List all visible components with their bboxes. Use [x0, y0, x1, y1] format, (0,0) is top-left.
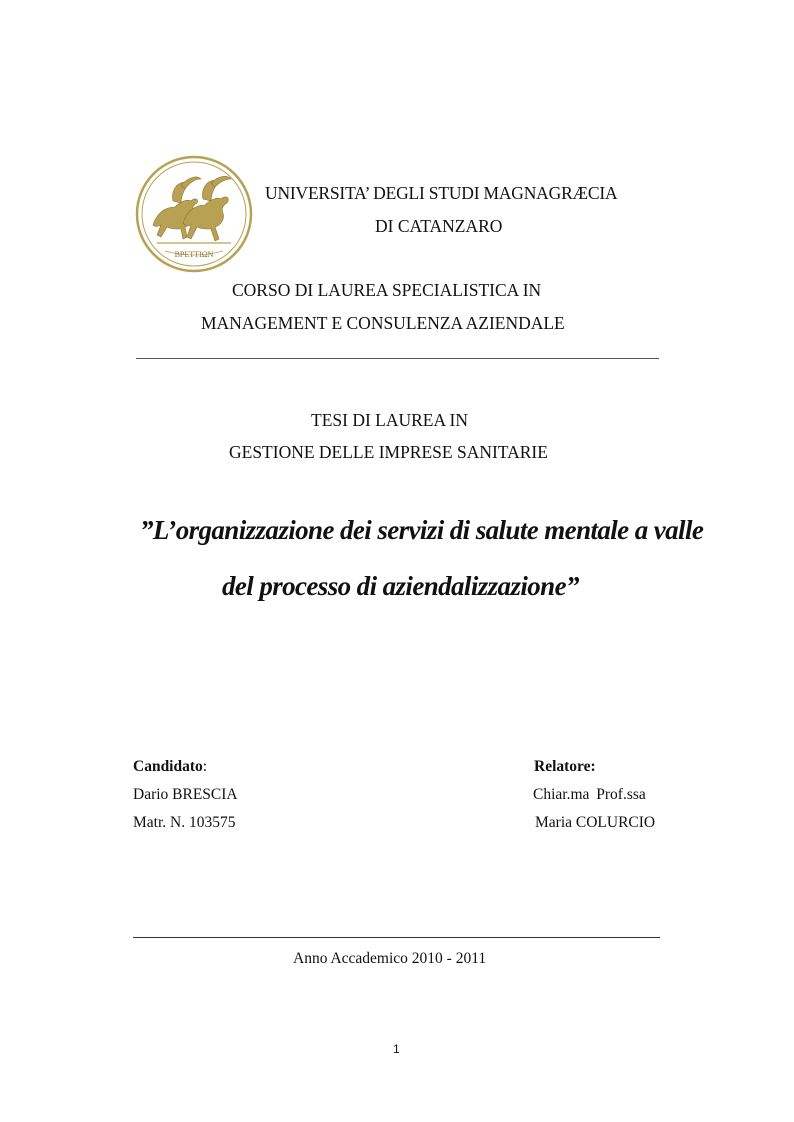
course-line-1: CORSO DI LAUREA SPECIALISTICA IN: [232, 280, 542, 300]
supervisor-title: Chiar.ma Prof.ssa: [533, 786, 646, 803]
thesis-subject: GESTIONE DELLE IMPRESE SANITARIE: [229, 442, 548, 462]
academic-year: Anno Accademico 2010 - 2011: [293, 950, 487, 967]
candidate-label: [133, 758, 207, 776]
university-seal-logo: [135, 155, 253, 273]
supervisor-name: Maria COLURCIO: [535, 814, 656, 831]
candidate-label-text: Candidato: [133, 758, 203, 775]
university-name: UNIVERSITA’ DEGLI STUDI MAGNAGRÆCIA: [265, 183, 618, 203]
candidate-label-colon: :: [202, 758, 208, 775]
university-city: DI CATANZARO: [375, 216, 503, 236]
candidate-name: Dario BRESCIA: [133, 786, 238, 803]
footer-divider: [133, 937, 660, 938]
course-line-2: MANAGEMENT E CONSULENZA AZIENDALE: [201, 313, 565, 333]
thesis-line-1: TESI DI LAUREA IN: [311, 410, 468, 430]
svg-text:ΒΡΕΤΤΙΩΝ: ΒΡΕΤΤΙΩΝ: [174, 250, 214, 259]
section-divider: [136, 358, 659, 359]
thesis-title-line-2: del processo di aziendalizzazione”: [222, 571, 579, 601]
page-number: 1: [393, 1042, 400, 1056]
candidate-matriculation: Matr. N. 103575: [133, 814, 236, 831]
supervisor-label: Relatore:: [534, 758, 596, 775]
thesis-title-line-1: ”L’organizzazione dei servizi di salute mentale a valle: [140, 515, 704, 545]
